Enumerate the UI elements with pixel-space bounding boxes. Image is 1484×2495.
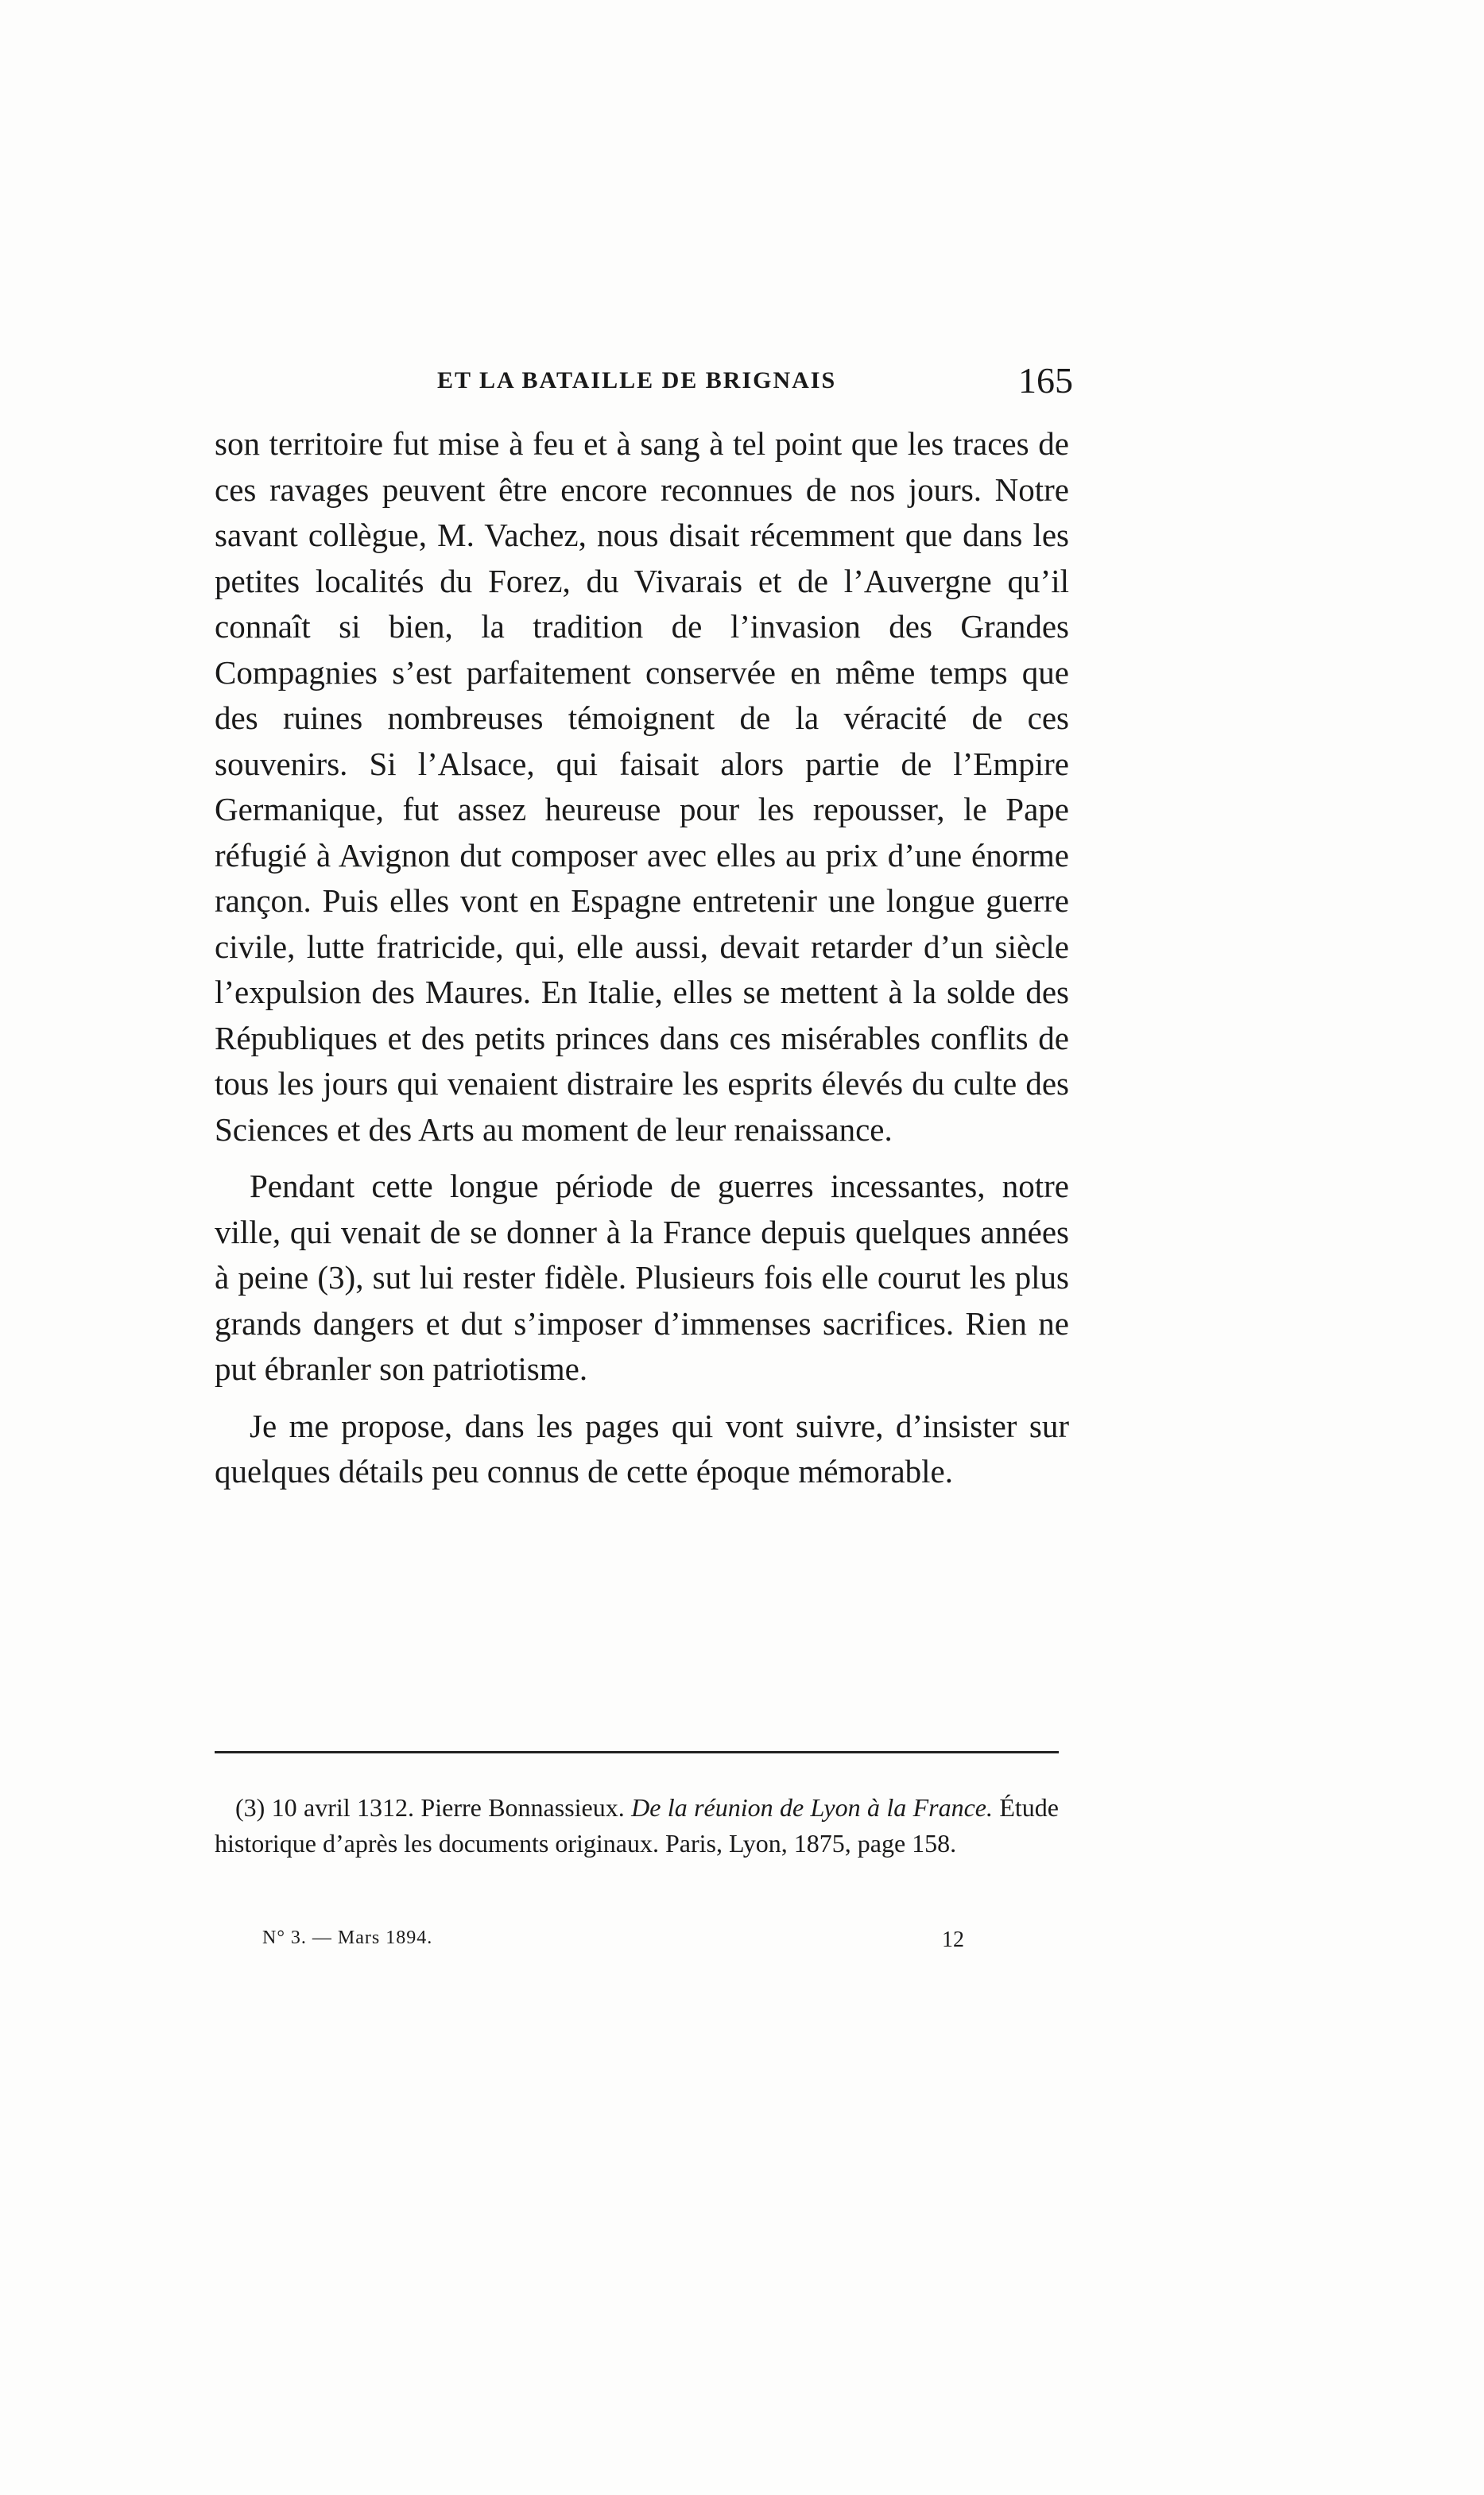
page-number: 165: [1018, 360, 1073, 401]
paragraph-3: Je me propose, dans les pages qui vont suivre, d’insister sur quelques détails peu connus de cette époque mémorable.: [215, 1407, 1069, 1490]
footnote-rule: [215, 1751, 1059, 1753]
running-title: ET LA BATAILLE DE BRIGNAIS: [437, 367, 837, 393]
footnote-lead: (3) 10 avril 1312. Pierre Bonnassieux.: [235, 1793, 632, 1822]
footnote: [215, 1790, 1059, 1862]
paragraph-1: son territoire fut mise à feu et à sang à tel point que les traces de ces ravages peuvent être encore reconnues de nos jours. Notre savant collègue, M. Vachez, nous disait récemment que dans les petites localités du Forez, du Vivarais et de l’Auvergne qu’il connaît si bien, la tradition de l’invasion des Grandes Compagnies s’est parfaitement conservée en même temps que des ruines nombreuses témoignent de la véracité de ces souvenirs. Si l’Alsace, qui faisait alors partie de l’Empire Germanique, fut assez heureuse pour les repousser, le Pape réfugié à Avignon dut composer avec elles au prix d’une énorme rançon. Puis elles vont en Espagne entretenir une longue guerre civile, lutte fratricide, qui, elle aussi, devait retarder d’un siècle l’expulsion des Maures. En Italie, elles se mettent à la solde des Républiques et des petits princes dans ces misérables conflits de tous les jours qui venaient distraire les esprits élevés du culte des Sciences et des Arts au moment de leur renaissance.: [215, 425, 1069, 1148]
running-head: [215, 359, 1073, 407]
sheet-number: 12: [942, 1927, 964, 1952]
footnote-title: De la réunion de Lyon à la France.: [631, 1793, 993, 1822]
signature-mark: N° 3. — Mars 1894.: [262, 1927, 433, 1948]
paragraph-2: Pendant cette longue période de guerres incessantes, notre ville, qui venait de se donner à la France depuis quelques années à peine (3), sut lui rester fidèle. Plusieurs fois elle courut les plus grands dangers et dut s’imposer d’immenses sacrifices. Rien ne put ébranler son patriotisme.: [215, 1168, 1069, 1387]
body-text: [215, 421, 1069, 1495]
footnote-rest: Étude historique d’après les documents originaux. Paris, Lyon, 1875, page 158.: [215, 1793, 1060, 1858]
